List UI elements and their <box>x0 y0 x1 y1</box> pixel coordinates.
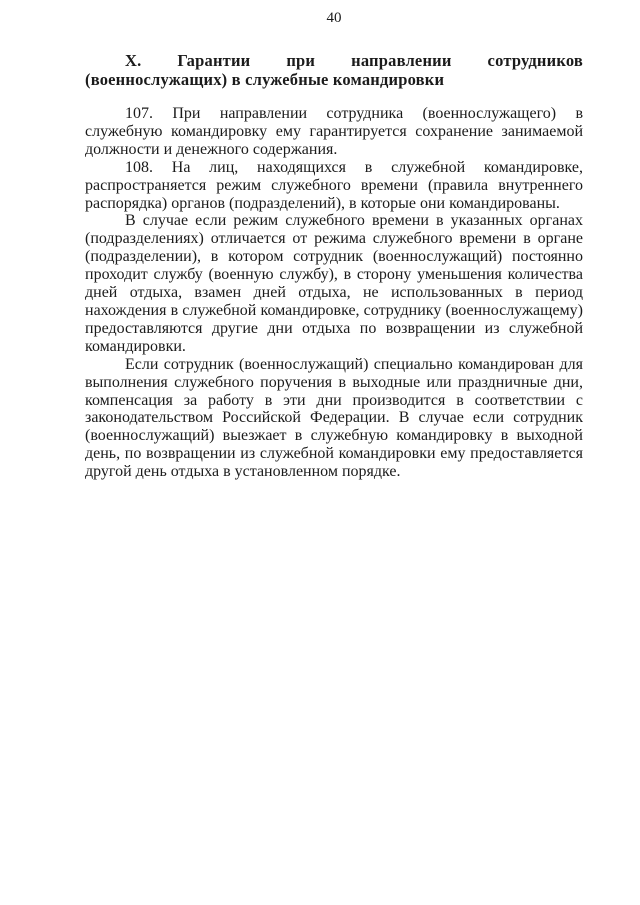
paragraph-108: 108. На лиц, находящихся в служебной командировке, распространяется режим служебного времени (правила внутреннего распорядка) органов (подразделений), в которые они командированы. <box>85 158 583 212</box>
paragraph-108-continuation-1: В случае если режим служебного времени в указанных органах (подразделениях) отличается от режима служебного времени в органе (подразделении), в котором сотрудник (военнослужащий) постоянно проходит службу (военную службу), в сторону уменьшения количества дней отдыха, взамен дней отдыха, не использованных в период нахождения в служебной командировке, сотруднику (военнослужащему) предоставляются другие дни отдыха по возвращении из служебной командировки. <box>85 212 583 355</box>
paragraph-107: 107. При направлении сотрудника (военнослужащего) в служебную командировку ему гарантируется сохранение занимаемой должности и денежного содержания. <box>85 105 583 158</box>
paragraph-108-continuation-2: Если сотрудник (военнослужащий) специально командирован для выполнения служебного поручения в выходные или праздничные дни, компенсация за работу в эти дни производится в соответствии с законодательством Российской Федерации. В случае если сотрудник (военнослужащий) выезжает в служебную командировку в выходной день, по возвращении из служебной командировки ему предоставляется другой день отдыха в установленном порядке. <box>85 355 583 481</box>
body-text <box>85 105 583 481</box>
section-heading: X. Гарантии при направлении сотрудников (военнослужащих) в служебные командировки <box>85 51 583 89</box>
document-content <box>85 51 583 481</box>
page-number: 40 <box>326 10 342 26</box>
